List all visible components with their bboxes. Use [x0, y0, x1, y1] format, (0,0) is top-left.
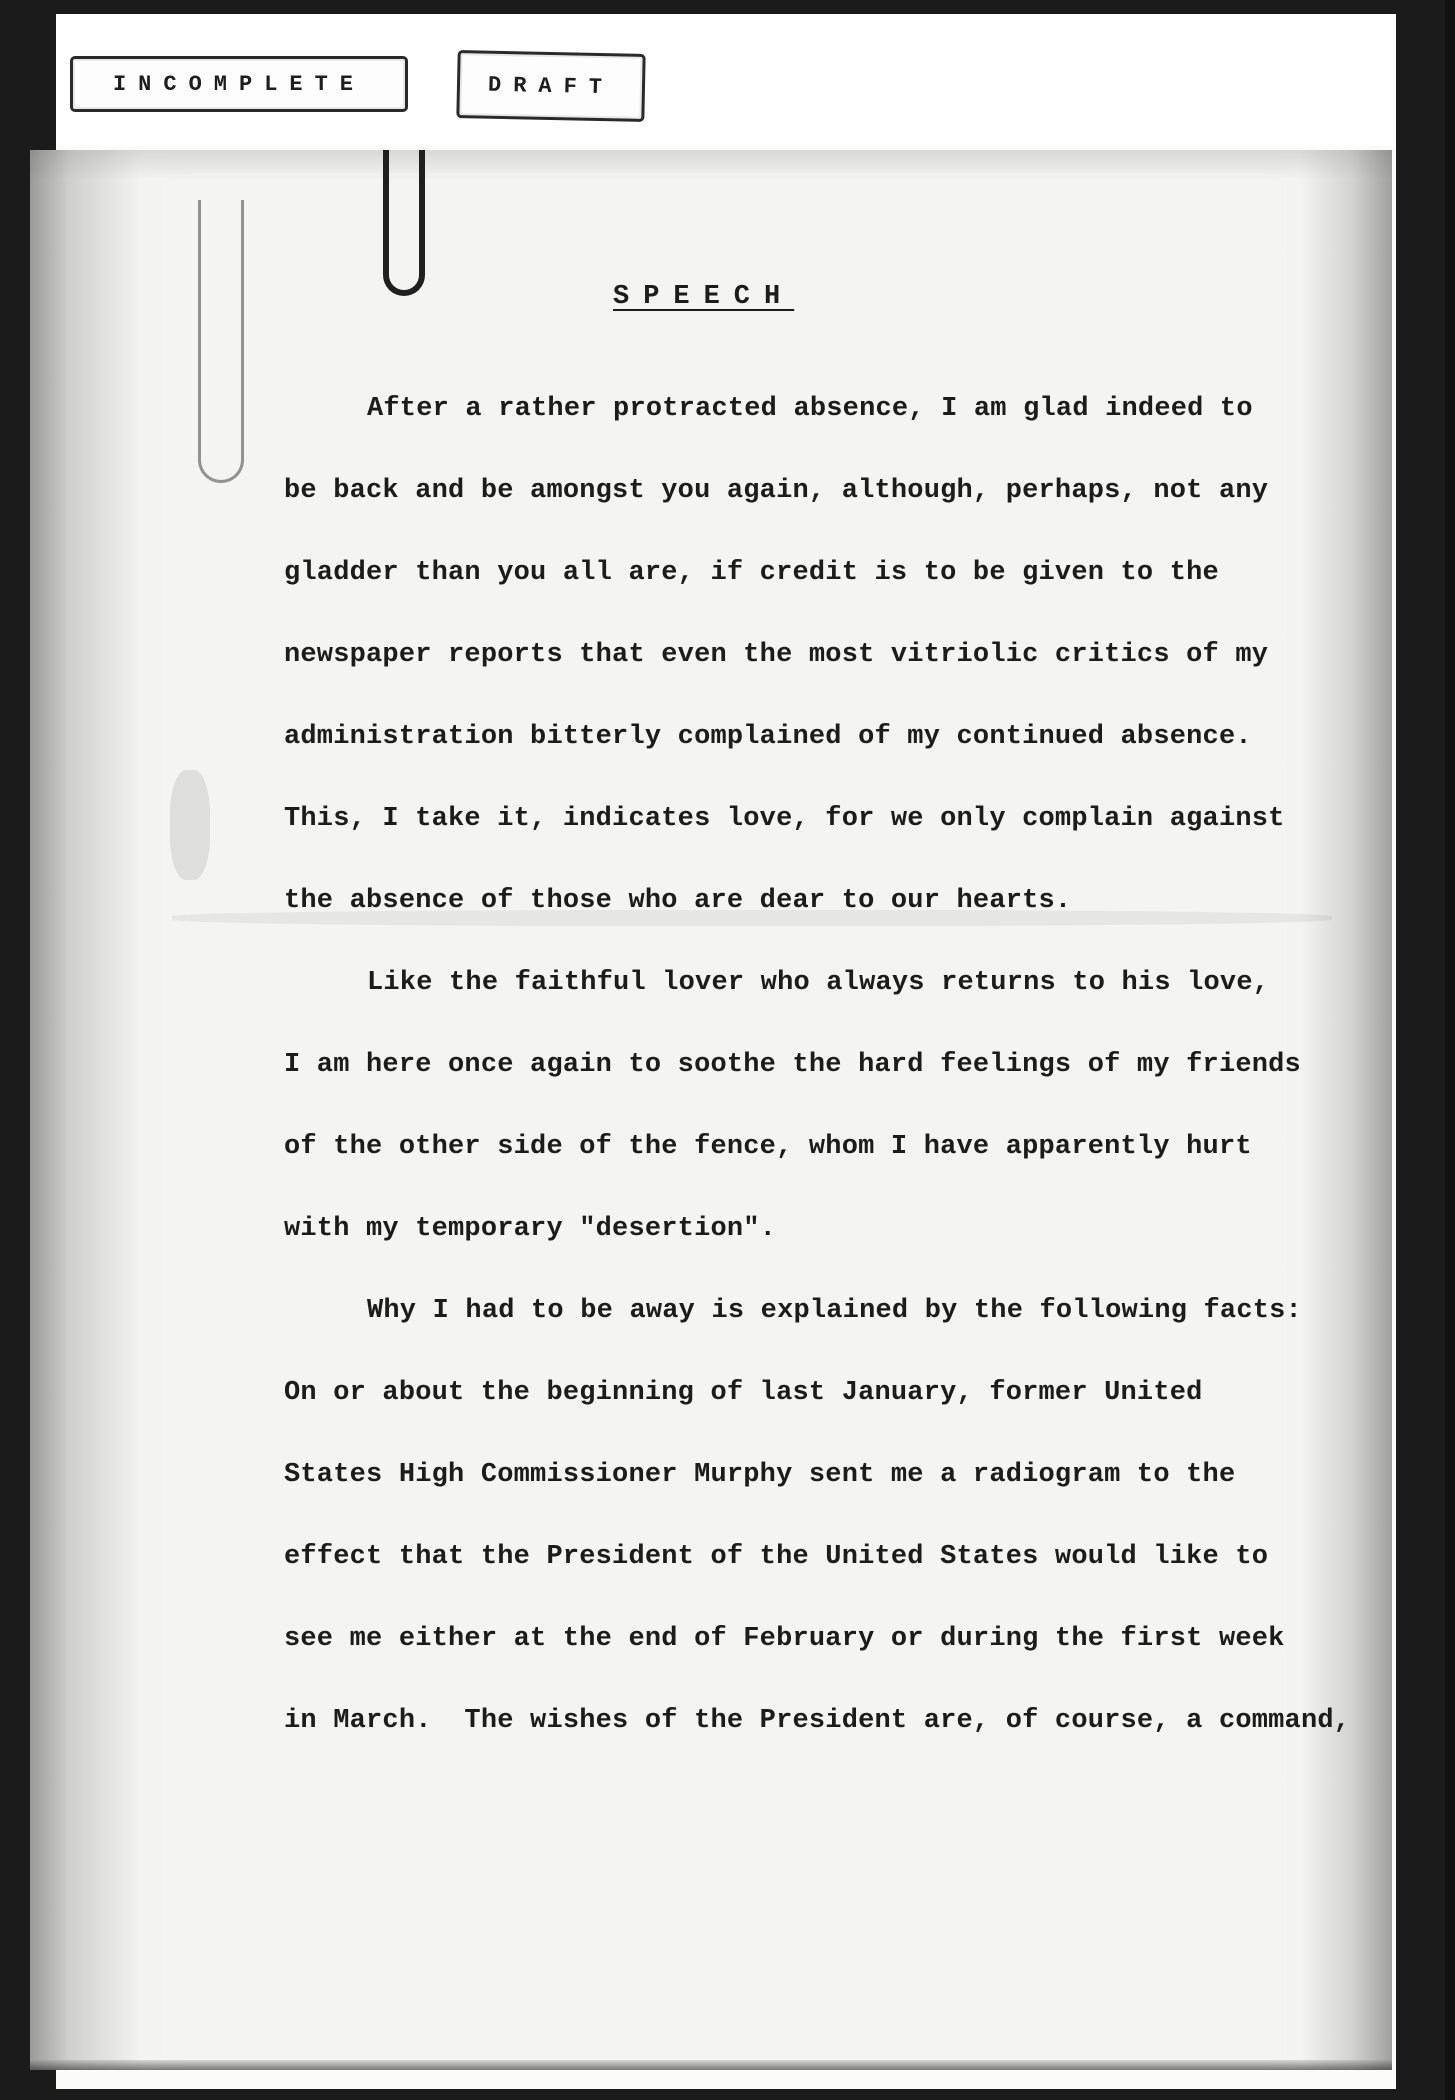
- document-title: SPEECH: [613, 282, 795, 312]
- text-line: After a rather protracted absence, I am glad indeed to: [367, 394, 1253, 424]
- text-line: administration bitterly complained of my continued absence.: [284, 722, 1252, 752]
- text-line: I am here once again to soothe the hard feelings of my friends: [284, 1050, 1301, 1080]
- text-line: the absence of those who are dear to our hearts.: [284, 886, 1072, 916]
- text-line: newspaper reports that even the most vitriolic critics of my: [284, 640, 1269, 670]
- paperclip-shadow-mark: [198, 200, 244, 483]
- text-line: Why I had to be away is explained by the following facts:: [367, 1296, 1302, 1326]
- text-line: with my temporary "desertion".: [284, 1214, 777, 1244]
- page-bottom-edge: [30, 2060, 1392, 2070]
- draft-stamp: DRAFT: [456, 50, 645, 122]
- scan-border: [1445, 0, 1455, 2100]
- text-line: see me either at the end of February or during the first week: [284, 1624, 1285, 1654]
- text-line: States High Commissioner Murphy sent me a radiogram to the: [284, 1460, 1236, 1490]
- text-line: of the other side of the fence, whom I have apparently hurt: [284, 1132, 1252, 1162]
- incomplete-stamp: INCOMPLETE: [70, 56, 408, 112]
- text-line: in March. The wishes of the President are, of course, a command,: [284, 1706, 1351, 1736]
- text-line: be back and be amongst you again, although, perhaps, not any: [284, 476, 1269, 506]
- smudge-mark: [170, 770, 210, 880]
- text-line: Like the faithful lover who always returns to his love,: [367, 968, 1270, 998]
- paperclip-mark: [383, 150, 425, 296]
- text-line: This, I take it, indicates love, for we only complain against: [284, 804, 1285, 834]
- text-line: On or about the beginning of last January, former United: [284, 1378, 1203, 1408]
- text-line: effect that the President of the United States would like to: [284, 1542, 1269, 1572]
- text-line: gladder than you all are, if credit is to be given to the: [284, 558, 1219, 588]
